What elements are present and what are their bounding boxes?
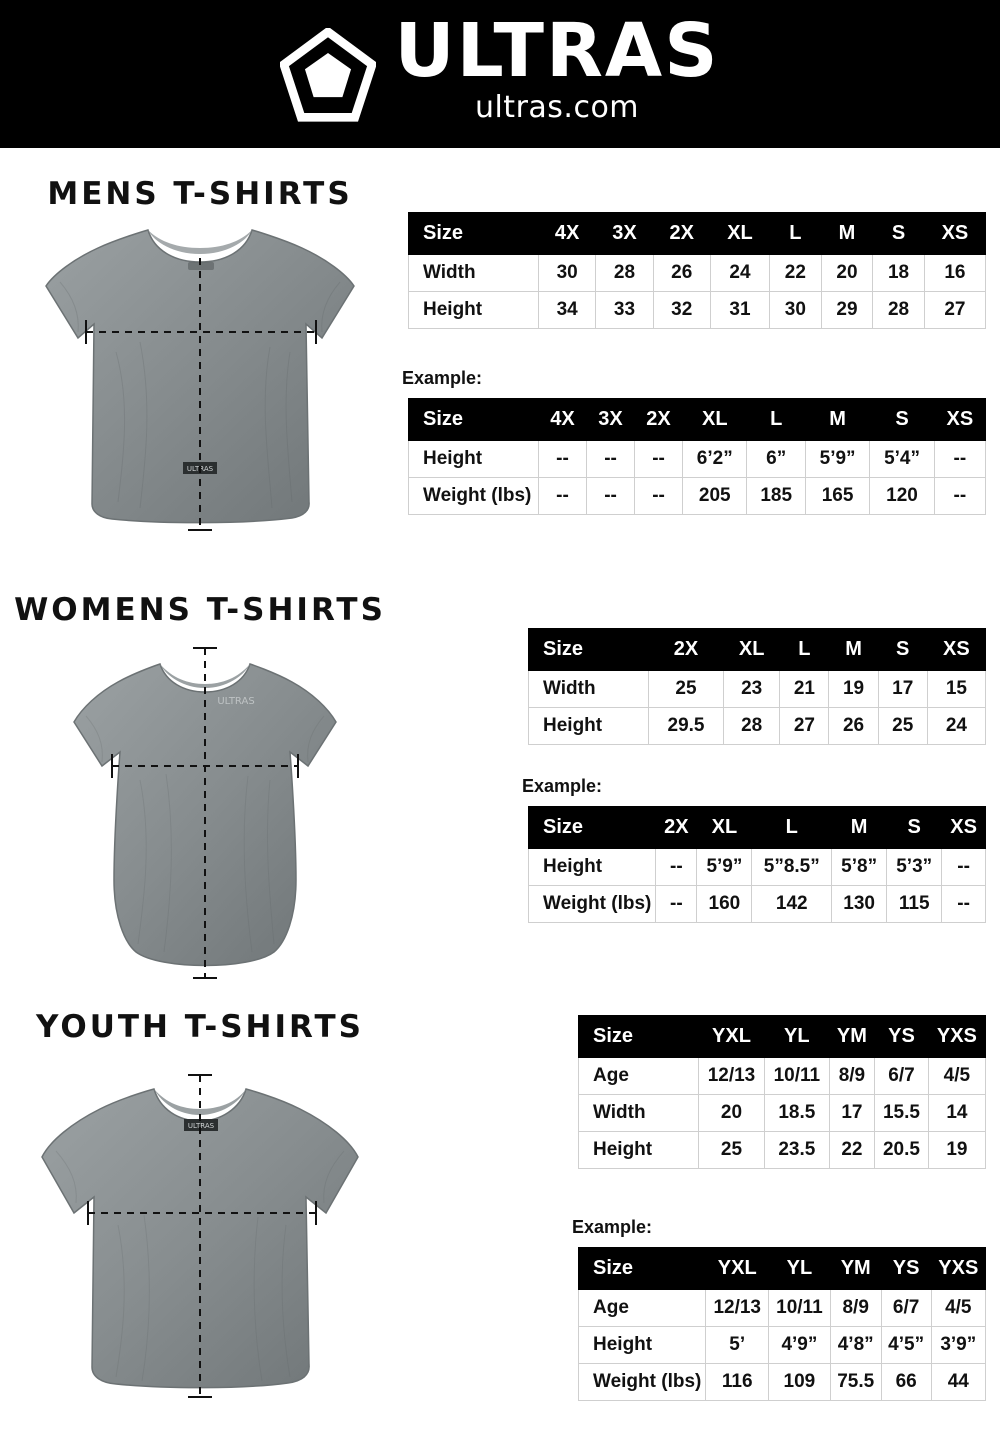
cell: 31: [710, 292, 769, 329]
table-row: [529, 849, 986, 886]
col-header: XS: [927, 629, 985, 671]
cell: 4’9”: [769, 1327, 831, 1364]
col-header: YXS: [931, 1248, 985, 1290]
row-label: Height: [579, 1132, 699, 1169]
table-row: [409, 255, 986, 292]
cell: 23: [723, 671, 779, 708]
table-row: [579, 1058, 986, 1095]
cell: 27: [924, 292, 985, 329]
cell: 19: [829, 671, 878, 708]
col-header: L: [770, 213, 822, 255]
col-header: 3X: [587, 399, 635, 441]
table-header-row: [409, 213, 986, 255]
col-header: YXS: [928, 1016, 985, 1058]
cell: 10/11: [764, 1058, 829, 1095]
col-header: M: [832, 807, 887, 849]
page-title-womens: WOMENS T-SHIRTS: [14, 592, 386, 628]
cell: --: [934, 441, 985, 478]
cell: --: [942, 886, 986, 923]
col-header: Size: [579, 1248, 706, 1290]
col-header: XL: [683, 399, 747, 441]
col-header: L: [747, 399, 805, 441]
cell: 25: [878, 708, 927, 745]
cell: 17: [829, 1095, 874, 1132]
cell: 22: [770, 255, 822, 292]
cell: 12/13: [699, 1058, 765, 1095]
cell: 21: [780, 671, 829, 708]
row-label: Height: [579, 1327, 706, 1364]
cell: 28: [723, 708, 779, 745]
brand-url: ultras.com: [474, 89, 640, 125]
col-header: YL: [769, 1248, 831, 1290]
col-header: 2X: [649, 629, 724, 671]
cell: --: [587, 478, 635, 515]
table-header-row: [409, 399, 986, 441]
table-row: [409, 478, 986, 515]
cell: 20: [699, 1095, 765, 1132]
cell: 28: [873, 292, 925, 329]
table-row: [529, 886, 986, 923]
mens-tshirt-diagram: [20, 212, 380, 542]
col-header: S: [873, 213, 925, 255]
cell: 44: [931, 1364, 985, 1401]
cell: 28: [596, 255, 653, 292]
cell: 15.5: [875, 1095, 929, 1132]
cell: 22: [829, 1132, 874, 1169]
cell: 130: [832, 886, 887, 923]
page-title-youth: YOUTH T-SHIRTS: [36, 1009, 364, 1045]
cell: 29: [821, 292, 873, 329]
table-row: [529, 708, 986, 745]
table-row: [529, 671, 986, 708]
col-header: M: [829, 629, 878, 671]
row-label: Height: [409, 292, 539, 329]
table-row: [579, 1364, 986, 1401]
cell: 20: [821, 255, 873, 292]
cell: 10/11: [769, 1290, 831, 1327]
col-header: YM: [829, 1016, 874, 1058]
cell: 23.5: [764, 1132, 829, 1169]
row-label: Weight (lbs): [409, 478, 539, 515]
cell: 6/7: [875, 1058, 929, 1095]
cell: 116: [706, 1364, 769, 1401]
brand-lockup: [280, 7, 720, 129]
brand-name: ULTRAS: [394, 7, 720, 94]
col-header: Size: [529, 629, 649, 671]
pentagon-logo-icon: [280, 28, 376, 129]
table-header-row: [529, 629, 986, 671]
cell: 32: [653, 292, 710, 329]
cell: 160: [697, 886, 752, 923]
youth-example-table: [578, 1247, 986, 1401]
row-label: Width: [529, 671, 649, 708]
col-header: L: [780, 629, 829, 671]
youth-measurement-table: [578, 1015, 986, 1169]
womens-example-label: Example:: [522, 776, 603, 796]
cell: 4/5: [931, 1290, 985, 1327]
cell: 19: [928, 1132, 985, 1169]
cell: 16: [924, 255, 985, 292]
cell: 109: [769, 1364, 831, 1401]
col-header: L: [752, 807, 832, 849]
cell: 24: [710, 255, 769, 292]
cell: 66: [881, 1364, 931, 1401]
col-header: 3X: [596, 213, 653, 255]
table-header-row: [579, 1248, 986, 1290]
mens-example-label: Example:: [402, 368, 483, 388]
row-label: Height: [409, 441, 539, 478]
col-header: XS: [924, 213, 985, 255]
cell: 3’9”: [931, 1327, 985, 1364]
youth-example-label: Example:: [572, 1217, 653, 1237]
row-label: Age: [579, 1290, 706, 1327]
cell: 5’9”: [697, 849, 752, 886]
cell: --: [656, 886, 697, 923]
col-header: XL: [697, 807, 752, 849]
row-label: Height: [529, 849, 656, 886]
cell: 12/13: [706, 1290, 769, 1327]
cell: 5’8”: [832, 849, 887, 886]
row-label: Width: [409, 255, 539, 292]
cell: 30: [539, 255, 596, 292]
cell: --: [635, 478, 683, 515]
cell: 205: [683, 478, 747, 515]
col-header: 2X: [656, 807, 697, 849]
cell: 18: [873, 255, 925, 292]
col-header: Size: [579, 1016, 699, 1058]
cell: 5’9”: [805, 441, 869, 478]
col-header: S: [887, 807, 942, 849]
table-row: [579, 1132, 986, 1169]
cell: 15: [927, 671, 985, 708]
cell: 5’4”: [870, 441, 934, 478]
cell: --: [587, 441, 635, 478]
col-header: XS: [934, 399, 985, 441]
page-title-mens: MENS T-SHIRTS: [47, 176, 353, 212]
col-header: M: [821, 213, 873, 255]
womens-measurement-table: [528, 628, 986, 745]
col-header: 2X: [653, 213, 710, 255]
table-row: [579, 1327, 986, 1364]
col-header: 4X: [539, 399, 587, 441]
cell: 5’: [706, 1327, 769, 1364]
cell: 165: [805, 478, 869, 515]
cell: 120: [870, 478, 934, 515]
col-header: XL: [710, 213, 769, 255]
cell: 25: [649, 671, 724, 708]
col-header: XL: [723, 629, 779, 671]
cell: 18.5: [764, 1095, 829, 1132]
col-header: YM: [830, 1248, 881, 1290]
youth-tshirt-diagram: [20, 1045, 380, 1405]
col-header: YXL: [706, 1248, 769, 1290]
row-label: Age: [579, 1058, 699, 1095]
cell: 26: [653, 255, 710, 292]
svg-text:ULTRAS: ULTRAS: [187, 1122, 215, 1130]
col-header: 2X: [635, 399, 683, 441]
cell: --: [635, 441, 683, 478]
col-header: Size: [529, 807, 656, 849]
cell: 26: [829, 708, 878, 745]
col-header: YS: [875, 1016, 929, 1058]
page-header: [0, 0, 1000, 148]
cell: 20.5: [875, 1132, 929, 1169]
cell: 115: [887, 886, 942, 923]
womens-tshirt-diagram: [40, 630, 370, 990]
table-row: [409, 441, 986, 478]
cell: 30: [770, 292, 822, 329]
cell: 142: [752, 886, 832, 923]
cell: 4/5: [928, 1058, 985, 1095]
cell: 5”8.5”: [752, 849, 832, 886]
col-header: Size: [409, 399, 539, 441]
row-label: Weight (lbs): [579, 1364, 706, 1401]
cell: 27: [780, 708, 829, 745]
col-header: 4X: [539, 213, 596, 255]
cell: 33: [596, 292, 653, 329]
cell: --: [539, 478, 587, 515]
cell: 185: [747, 478, 805, 515]
cell: 17: [878, 671, 927, 708]
table-row: [409, 292, 986, 329]
cell: 25: [699, 1132, 765, 1169]
cell: --: [934, 478, 985, 515]
mens-measurement-table: [408, 212, 986, 329]
cell: 4’8”: [830, 1327, 881, 1364]
cell: 4’5”: [881, 1327, 931, 1364]
svg-text:ULTRAS: ULTRAS: [186, 465, 214, 473]
cell: 6/7: [881, 1290, 931, 1327]
cell: 29.5: [649, 708, 724, 745]
col-header: S: [878, 629, 927, 671]
row-label: Height: [529, 708, 649, 745]
table-row: [579, 1095, 986, 1132]
cell: --: [942, 849, 986, 886]
table-header-row: [529, 807, 986, 849]
col-header: XS: [942, 807, 986, 849]
mens-example-table: [408, 398, 986, 515]
table-header-row: [579, 1016, 986, 1058]
cell: 14: [928, 1095, 985, 1132]
col-header: S: [870, 399, 934, 441]
col-header: YL: [764, 1016, 829, 1058]
cell: --: [656, 849, 697, 886]
cell: 75.5: [830, 1364, 881, 1401]
cell: 8/9: [830, 1290, 881, 1327]
cell: 6”: [747, 441, 805, 478]
row-label: Weight (lbs): [529, 886, 656, 923]
cell: 24: [927, 708, 985, 745]
cell: 5’3”: [887, 849, 942, 886]
table-row: [579, 1290, 986, 1327]
cell: 34: [539, 292, 596, 329]
col-header: M: [805, 399, 869, 441]
womens-example-table: [528, 806, 986, 923]
cell: --: [539, 441, 587, 478]
col-header: Size: [409, 213, 539, 255]
col-header: YXL: [699, 1016, 765, 1058]
cell: 8/9: [829, 1058, 874, 1095]
row-label: Width: [579, 1095, 699, 1132]
svg-text:ULTRAS: ULTRAS: [217, 696, 255, 707]
cell: 6’2”: [683, 441, 747, 478]
col-header: YS: [881, 1248, 931, 1290]
